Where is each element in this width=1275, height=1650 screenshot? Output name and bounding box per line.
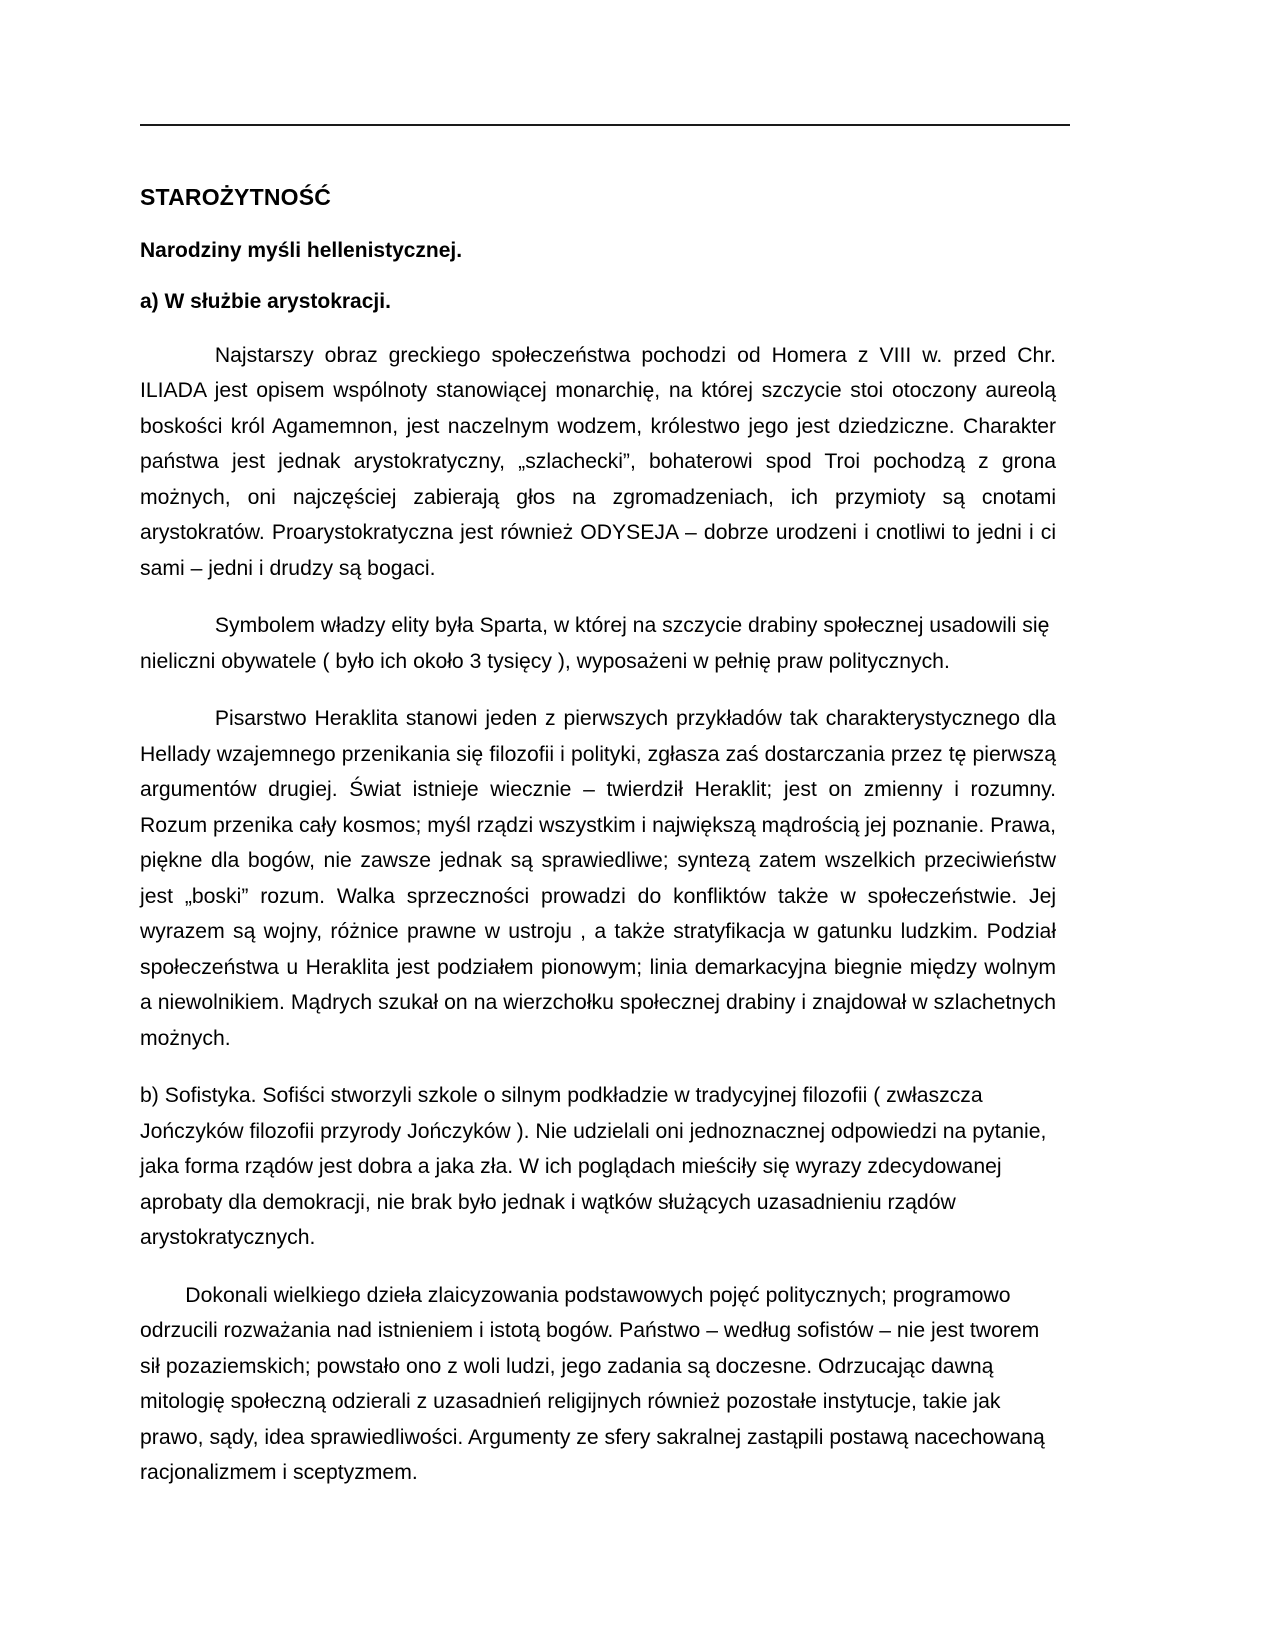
paragraph-homer-iliada: Najstarszy obraz greckiego społeczeństwa pochodzi od Homera z VIII w. przed Chr. ILIADA jest opisem wspólnoty stanowiącej monarchię, na której szczycie stoi otoczony aureolą boskości król Agamemnon, jest naczelnym wodzem, królestwo jego jest dziedziczne. Charakter państwa jest jednak arystokratyczny, „szlachecki”, bohaterowi spod Troi pochodzą z grona możnych, oni najczęściej zabierają głos na zgromadzeniach, ich przymioty są cnotami arystokratów. Proarystokratyczna jest również ODYSEJA – dobrze urodzeni i cnotliwi to jedni i ci sami – jedni i drudzy są bogaci. bbox=[140, 342, 1057, 580]
header-divider bbox=[140, 124, 1070, 126]
page-title: STAROŻYTNOŚĆ bbox=[140, 184, 332, 210]
document-content bbox=[140, 124, 1070, 1513]
paragraph-sparta: Symbolem władzy elity była Sparta, w której na szczycie drabiny społecznej usadowili się nieliczni obywatele ( było ich około 3 tysięcy ), wyposażeni w pełnię praw politycznych. bbox=[140, 613, 1050, 673]
paragraph-heraklit: Pisarstwo Heraklita stanowi jeden z pierwszych przykładów tak charakterystycznego dla Hellady wzajemnego przenikania się filozofii i polityki, zgłasza zaś dostarczania przez tę pierwszą argumentów drugiej. Świat istnieje wiecznie – twierdził Heraklit; jest on zmienny i rozumny. Rozum przenika cały kosmos; myśl rządzi wszystkim i największą mądrością jej poznanie. Prawa, piękne dla bogów, nie zawsze jednak są sprawiedliwe; syntezą zatem wszelkich przeciwieństw jest „boski” rozum. Walka sprzeczności prowadzi do konfliktów także w społeczeństwie. Jej wyrazem są wojny, różnice prawne w ustroju , a także stratyfikacja w gatunku ludzkim. Podział społeczeństwa u Heraklita jest podziałem pionowym; linia demarkacyjna biegnie między wolnym a niewolnikiem. Mądrych szukał on na wierzchołku społecznej drabiny i znajdował w szlachetnych możnych. bbox=[140, 706, 1057, 1050]
paragraph-sofistyka: b) Sofistyka. Sofiści stworzyli szkole o silnym podkładzie w tradycyjnej filozofii ( zwłaszcza Jończyków filozofii przyrody Jończyków ). Nie udzielali oni jednoznacznej odpowiedzi na pytanie, jaka forma rządów jest dobra a jaka zła. W ich poglądach mieściły się wyrazy zdecydowanej aprobaty dla demokracji, nie brak było jednak i wątków służących uzasadnieniu rządów arystokratycznych. bbox=[140, 1083, 1047, 1250]
document-subtitle: Narodziny myśli hellenistycznej. bbox=[140, 238, 463, 262]
section-heading-a: a) W służbie arystokracji. bbox=[140, 289, 391, 313]
paragraph-zlaicyzowanie: Dokonali wielkiego dzieła zlaicyzowania podstawowych pojęć politycznych; programowo odrzucili rozważania nad istnieniem i istotą bogów. Państwo – według sofistów – nie jest tworem sił pozaziemskich; powstało ono z woli ludzi, jego zadania są doczesne. Odrzucając dawną mitologię społeczną odzierali z uzasadnień religijnych również pozostałe instytucje, takie jak prawo, sądy, idea sprawiedliwości. Argumenty ze sfery sakralnej zastąpili postawą nacechowaną racjonalizmem i sceptyzmem. bbox=[140, 1282, 1045, 1485]
